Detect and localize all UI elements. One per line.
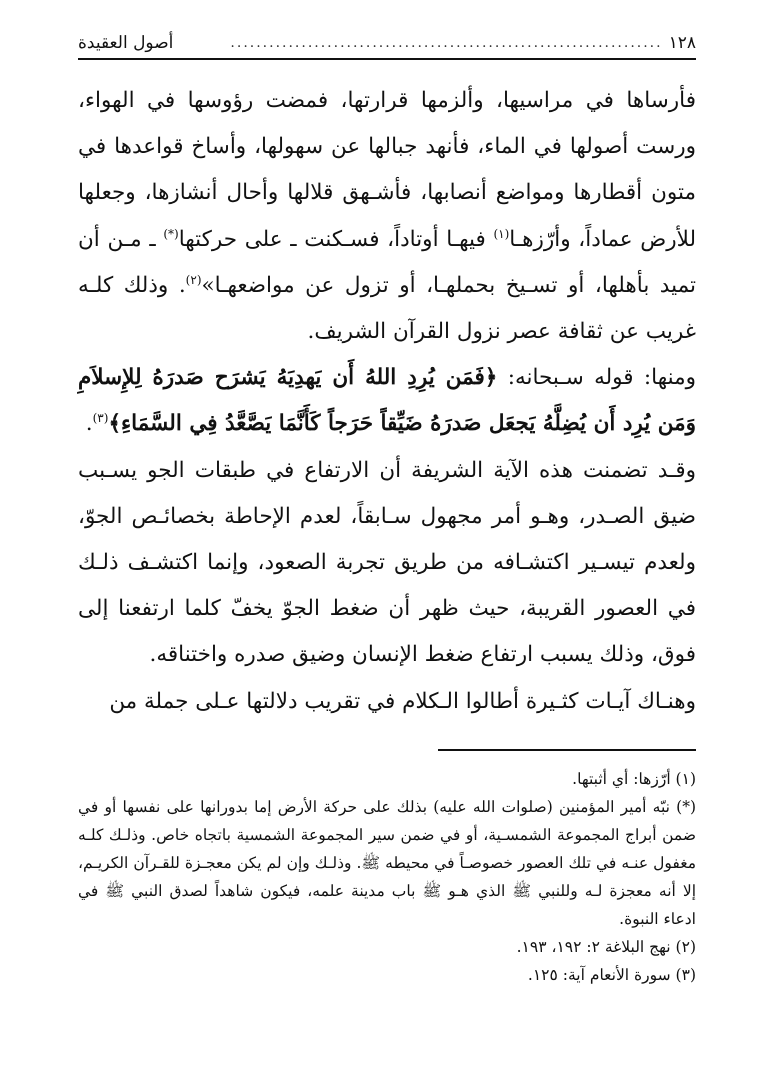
quran-verse: ﴿فَمَن يُرِدِ اللهُ أَن يَهدِيَهُ يَشرَح صَدرَهُ لِلإِسلاَمِ وَمَن يُرِد أَن يُضِلَّهُ يَجعَل صَدرَهُ ضَيِّقاً حَرَجاً كَأَنَّمَا يَصَّعَّدُ فِي السَّمَاءِ﴾ bbox=[78, 365, 696, 437]
paragraph-1: فأرساها في مراسيها، وألزمها قرارتها، فمضت رؤوسها في الهواء، ورست أصولها في الماء، فأنهد جبالها عن سهولها، وأساخ قواعدها في متون أقطارها ومواضع أنصابها، فأشـهق قلالها وأحال أنشازها، وجعلها للأرض عماداً، وأرّزهـا$^{(١)}$ فيهـا أوتاداً، فسـكنت ـ على حركتها(*) ـ مـن أن تميد بأهلها، أو تسـيخ بحملهـا، أو تزول عن مواضعهـا»$^{(٢)}$. وذلك كلـه غريب عن ثقافة عصر نزول القرآن الشريف. bbox=[78, 88, 697, 345]
running-title: أصول العقيدة bbox=[78, 33, 174, 53]
body-text bbox=[78, 78, 696, 725]
page bbox=[78, 28, 696, 989]
footnote-3: (٣) سورة الأنعام آية: ١٢٥. bbox=[527, 965, 696, 984]
footnotes bbox=[78, 765, 696, 989]
paragraph-3: وقـد تضمنت هذه الآية الشريفة أن الارتفاع في طبقات الجو يسـبب ضيق الصـدر، وهـو أمر مجهول سـابقاً، لعدم الإحاطة بخصائـص الجوّ، ولعدم تيسـير اكتشـافه من طريق تجربة الصعود، وإنما اكتشـف ذلـك في العصور القريبة، حيث ظهر أن ضغط الجوّ يخفّ كلما ارتفعنا إلى فوق، وذلك يسبب ارتفاع ضغط الإنسان وضيق صدره واختناقه. bbox=[78, 457, 696, 668]
footnote-ref-2[interactable]: (٢) bbox=[185, 272, 202, 287]
paragraph-2: ومنها: قوله سـبحانه: ﴿فَمَن يُرِدِ اللهُ أَن يَهدِيَهُ يَشرَح صَدرَهُ لِلإِسلاَمِ وَمَن يُرِد أَن يُضِلَّهُ يَجعَل صَدرَهُ ضَيِّقاً حَرَجاً كَأَنَّمَا يَصَّعَّدُ فِي السَّمَاءِ﴾$^{(٣)}$. bbox=[78, 365, 696, 437]
footnote-ref-3[interactable]: (٣) bbox=[92, 411, 109, 426]
footnote-ref-1[interactable]: (١) bbox=[493, 226, 510, 241]
header-leader-dots: ................................................................... bbox=[230, 35, 663, 51]
footnote-1: (١) أرّزها: أي أثبتها. bbox=[572, 769, 696, 788]
paragraph-4: وهنـاك آيـات كثـيرة أطالوا الـكلام في تقريب دلالتها عـلى جملة من bbox=[109, 688, 696, 714]
page-header bbox=[78, 28, 696, 58]
footnote-2: (٢) نهج البلاغة ٢: ١٩٢، ١٩٣. bbox=[516, 937, 696, 956]
footnote-star: (*) نبّه أمير المؤمنين (صلوات الله عليه) بذلك على حركة الأرض إما بدورانها على نفسها أو في ضمن أبراج المجموعة الشمسـية، أو في ضمن سير المجموعة الشمسية باتجاه خاص. وذلـك كلـه مغفول عنـه في تلك العصور خصوصـاً في محيطه ﷺ. وذلـك وإن لم يكن معجـزة للقـرآن الكريـم، إلا أنه معجزة لـه وللنبي ﷺ الذي هـو ﷺ باب مدينة علمه، فيكون شاهداً لصدق النبي ﷺ في ادعاء النبوة. bbox=[78, 797, 696, 928]
footnote-ref-star[interactable]: (*) bbox=[163, 226, 179, 241]
header-rule bbox=[78, 58, 696, 60]
page-number: ١٢٨ bbox=[668, 33, 696, 53]
footnote-rule bbox=[438, 749, 696, 751]
